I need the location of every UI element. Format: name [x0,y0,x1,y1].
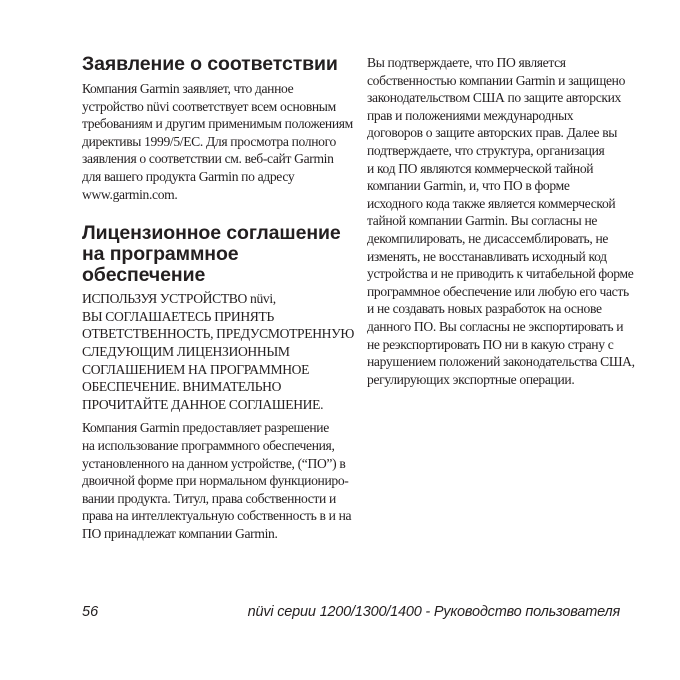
text-line: установленного на данном устройстве, (“ПО”) в [82,455,346,471]
left-column [82,53,355,542]
text-line: Компания Garmin заявляет, что данное [82,81,294,96]
text-line: нарушением положений законодательства США, [367,354,635,370]
text-line: двоичной форме при нормальном функциониро- [82,473,349,489]
heading-software-license-agreement [82,223,344,286]
text-line: ОТВЕТСТВЕННОСТЬ, ПРЕДУСМОТРЕННУЮ [82,326,355,342]
text-line: заявления о соответствии см. веб-сайт Garmin [82,151,334,167]
heading-declaration-of-conformity: Заявление о соответствии [82,53,338,75]
text-line: вании продукта. Титул, права собственности и [82,490,336,506]
text-line: ПО принадлежат компании Garmin. [82,525,278,541]
text-line: собственностью компании Garmin и защищено [367,72,626,88]
license-continuation-paragraph [367,54,635,388]
right-column [367,54,635,388]
text-line: ИСПОЛЬЗУЯ УСТРОЙСТВО nüvi, [82,291,276,307]
heading-line: Лицензионное соглашение [82,222,341,245]
license-caps-paragraph [82,290,355,413]
text-line: www.garmin.com. [82,186,178,202]
text-line: программное обеспечение или любую его часть [367,283,629,299]
text-line: для вашего продукта Garmin по адресу [82,168,295,184]
text-line: ОБЕСПЕЧЕНИЕ. ВНИМАТЕЛЬНО [82,379,282,395]
text-line: изменять, не восстанавливать исходный код [367,248,607,264]
text-line: ПРОЧИТАЙТЕ ДАННОЕ СОГЛАШЕНИЕ. [82,396,324,412]
text-line: прав и положениями международных [367,107,574,123]
text-line: ВЫ СОГЛАШАЕТЕСЬ ПРИНЯТЬ [82,308,274,324]
text-line: декомпилировать, не дисассемблировать, не [367,230,609,246]
text-line: права на интеллектуальную собственность в и на [82,508,352,524]
text-line: СОГЛАШЕНИЕМ НА ПРОГРАММНОЕ [82,361,310,377]
heading-line: обеспечение [82,264,206,287]
text-line: подтверждаете, что структура, организация [367,142,605,158]
license-body-paragraph [82,419,352,542]
text-line: данного ПО. Вы согласны не экспортировать и [367,318,624,334]
declaration-paragraph [82,80,353,203]
text-line: регулирующих экспортные операции. [367,371,575,387]
text-line: Вы подтверждаете, что ПО является [367,55,566,70]
footer-manual-title: nüvi серии 1200/1300/1400 - Руководство пользователя [247,604,620,620]
text-line: компании Garmin, и, что ПО в форме [367,178,570,194]
text-line: СЛЕДУЮЩИМ ЛИЦЕНЗИОННЫМ [82,343,290,359]
text-line: на использование программного обеспечения, [82,437,335,453]
heading-line: на программное [82,243,239,266]
text-line: тайной компании Garmin. Вы согласны не [367,213,598,229]
text-line: исходного кода также является коммерческой [367,195,616,211]
text-line: устройство nüvi соответствует всем основным [82,98,336,114]
text-line: и не создавать новых разработок на основе [367,301,602,317]
text-line: и код ПО являются коммерческой тайной [367,160,594,176]
text-line: не реэкспортировать ПО ни в какую страну с [367,336,614,352]
text-line: директивы 1999/5/EC. Для просмотра полного [82,133,336,149]
text-line: Компания Garmin предоставляет разрешение [82,420,329,436]
text-line: договоров о защите авторских прав. Далее вы [367,125,618,141]
text-line: требованиям и другим применимым положениям [82,116,353,132]
page-number: 56 [82,604,99,620]
text-line: законодательством США по защите авторских [367,90,621,106]
text-line: устройства и не приводить к читабельной форме [367,266,634,282]
